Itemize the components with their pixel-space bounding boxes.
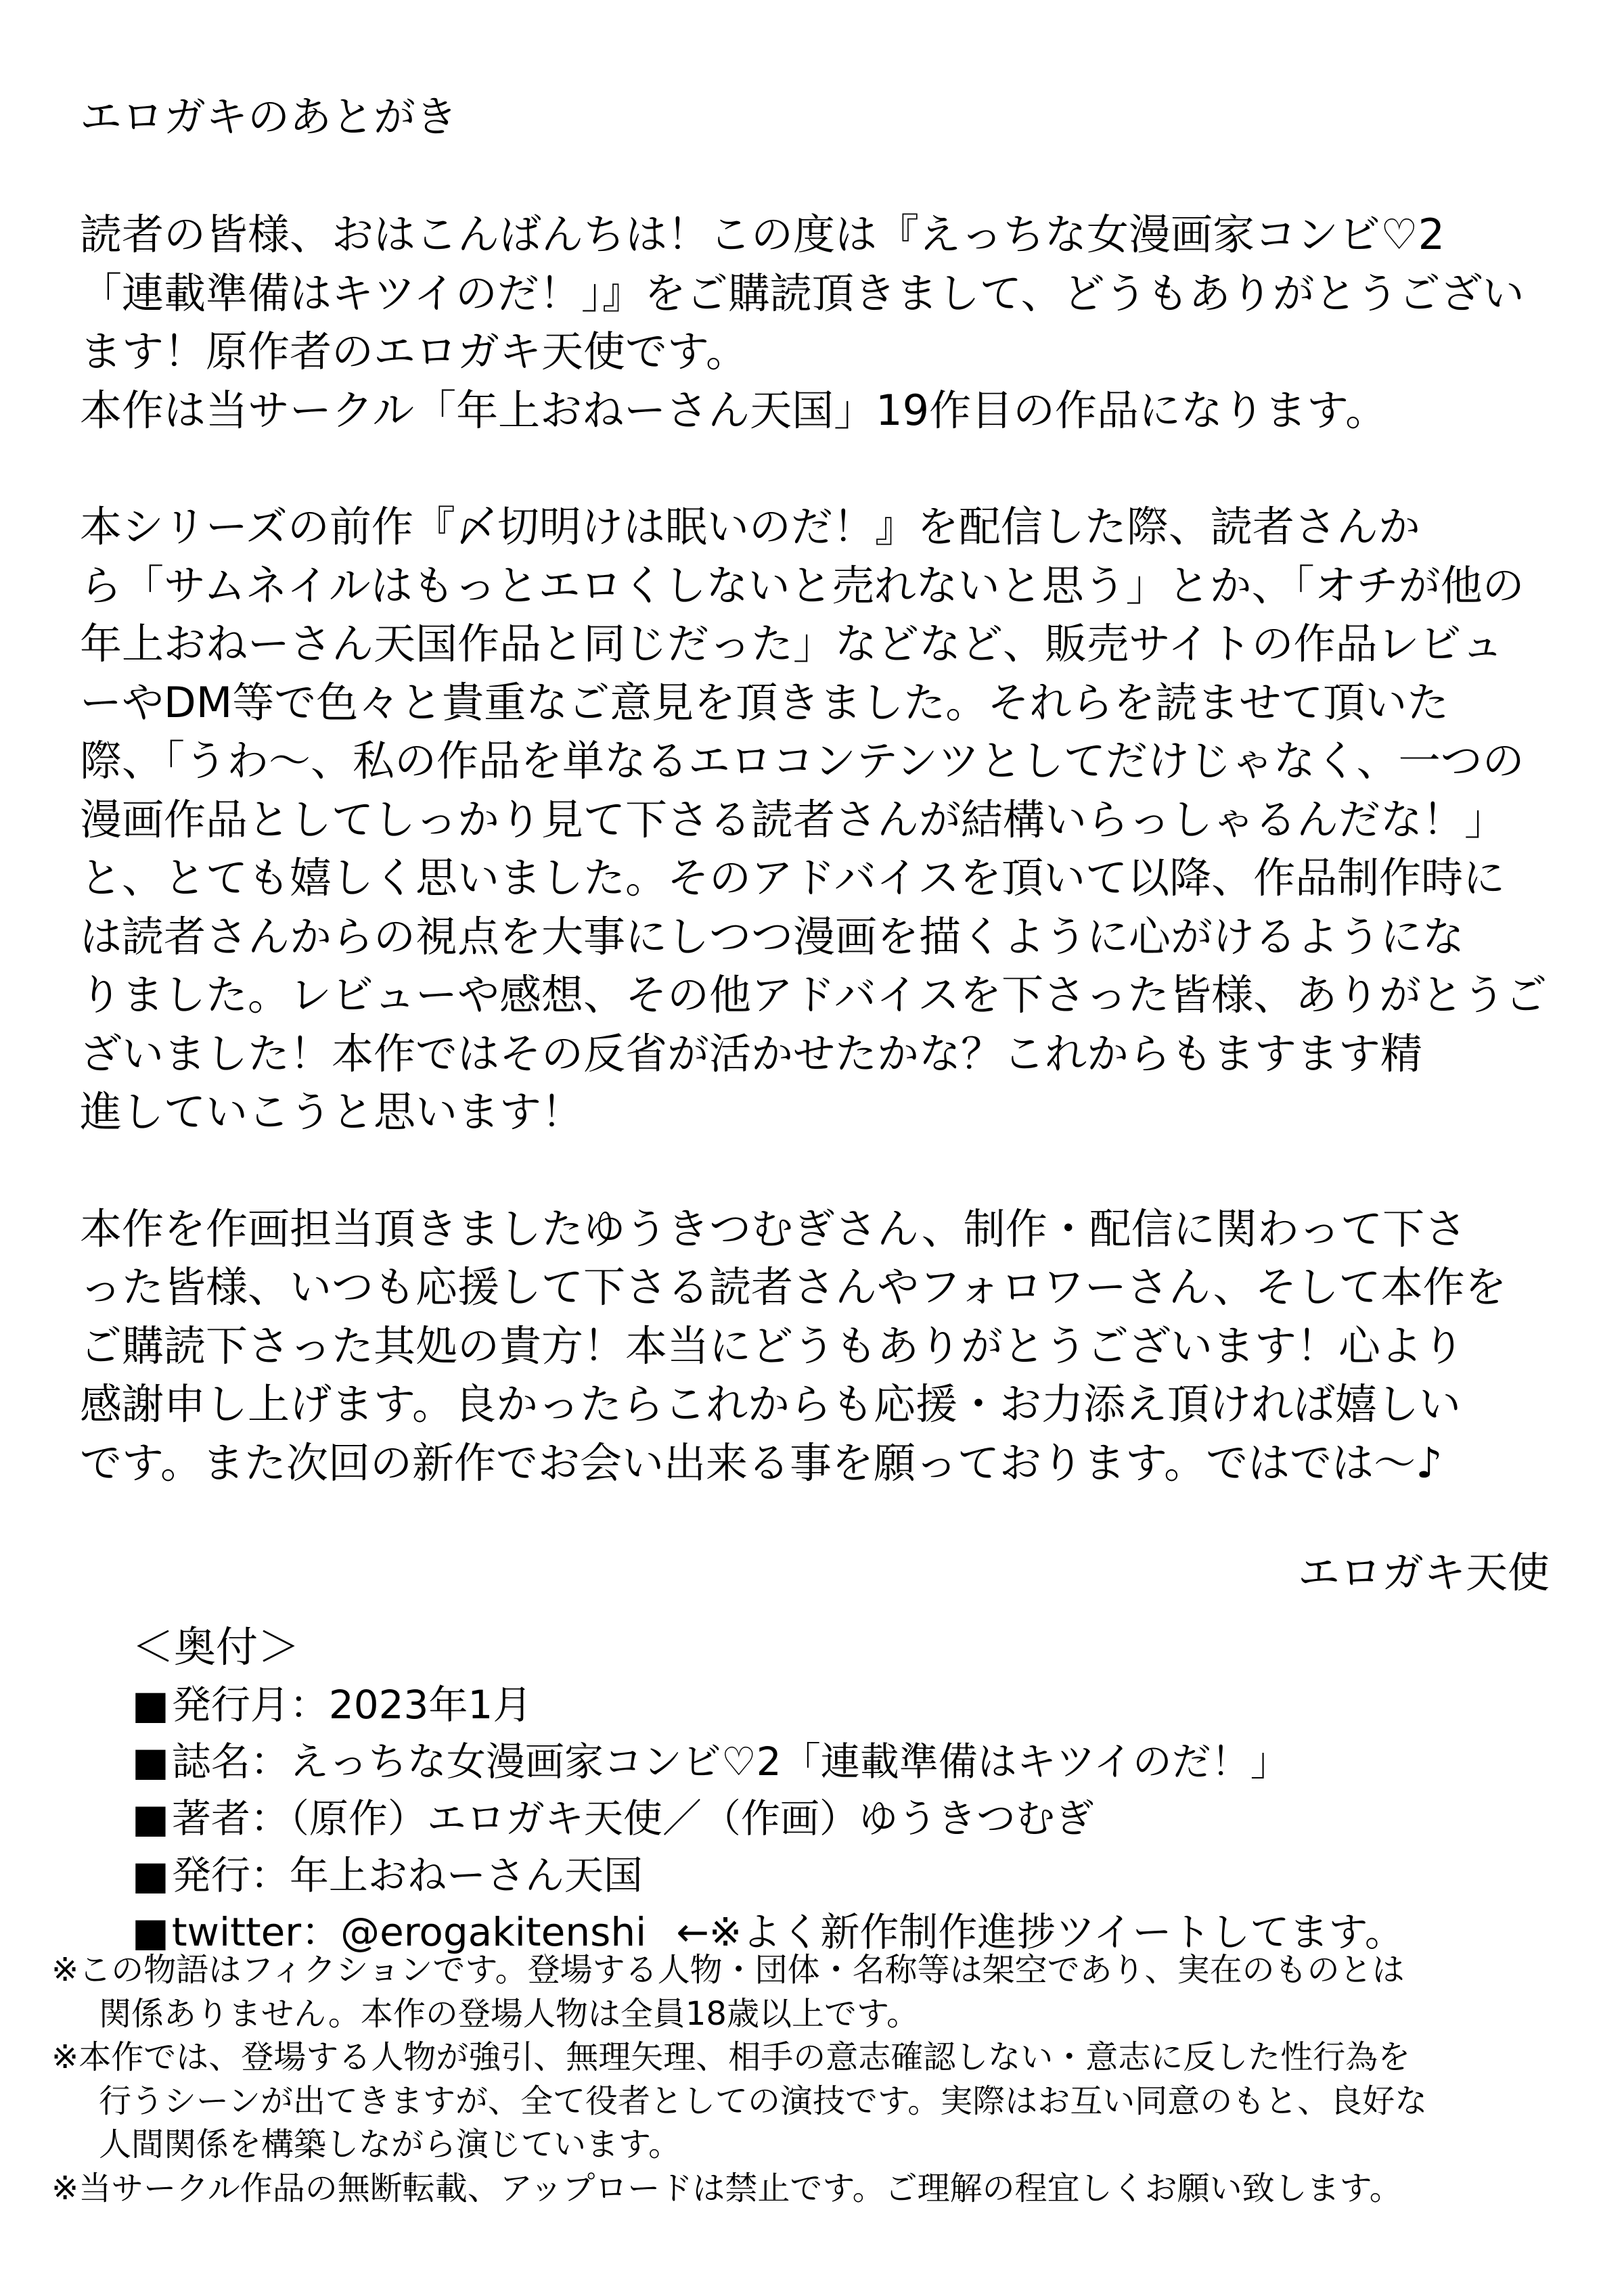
square-bullet-icon: ■ [132,1909,169,1955]
square-bullet-icon: ■ [132,1739,169,1785]
afterword-body [80,87,1555,1492]
paragraph-greeting [80,206,1555,440]
note-line: 行うシーンが出てきますが、全て役者としての演技です。実際はお互い同意のもと、良好な [99,2082,1428,2120]
text-line: 本シリーズの前作『〆切明けは眠いのだ！』を配信した際、読者さんか [80,502,1420,551]
afterword-title: エロガキのあとがき [80,92,458,141]
paragraph-feedback [80,498,1555,1142]
text-line: 読者の皆様、おはこんばんちは！この度は『えっちな女漫画家コンビ♡2 [80,210,1445,259]
twitter-handle: twitter：@erogakitenshi [171,1909,647,1955]
paragraph-thanks [80,1200,1555,1493]
text-line: 感謝申し上げます。良かったらこれからも応援・お力添え頂ければ嬉しい [80,1379,1462,1429]
text-line: 本作を作画担当頂きましたゆうきつむぎさん、制作・配信に関わって下さ [80,1203,1467,1254]
text-line: ご購読下さった其処の貴方！本当にどうもありがとうございます！心より [80,1321,1465,1371]
text-line: 進していこうと思います！ [80,1087,584,1136]
note-line: ※当サークル作品の無断転載、アップロードは禁止です。ご理解の程宜しくお願い致します。 [51,2169,1402,2207]
text-line: 「連載準備はキツイのだ！」』をご購読頂きまして、どうもありがとうござい [80,268,1525,318]
text-line: 際、「うわ～、私の作品を単なるエロコンテンツとしてだけじゃなく、一つの [80,736,1525,785]
colophon-row-text: 発行：年上おねーさん天国 [171,1852,643,1898]
colophon [132,1618,1553,1960]
colophon-row-text: 発行月：2023年1月 [171,1682,533,1728]
author-signature: エロガキ天使 [1297,1548,1550,1597]
text-line: 年上おねーさん天国作品と同じだった」などなど、販売サイトの作品レビュ [80,619,1504,668]
text-line: りました。レビューや感想、その他アドバイスを下さった皆様、ありがとうご [80,970,1548,1019]
text-line: った皆様、いつも応援して下さる読者さんやフォロワーさん、そして本作を [80,1262,1507,1312]
square-bullet-icon: ■ [132,1852,169,1898]
square-bullet-icon: ■ [132,1795,169,1841]
text-line: は読者さんからの視点を大事にしつつ漫画を描くように心がけるようにな [80,911,1465,961]
paragraph-gap [80,440,1555,498]
paragraph-gap [80,147,1555,206]
note-line: 人間関係を構築しながら演じています。 [99,2126,681,2163]
colophon-row-publish-month [132,1676,1553,1733]
text-line: 本作は当サークル「年上おねーさん天国」19作目の作品になります。 [80,385,1388,435]
text-line: ざいました！本作ではその反省が活かせたかな？これからもますます精 [80,1028,1423,1078]
paragraph-gap [80,1142,1555,1200]
disclaimer-notes [51,1948,1594,2210]
colophon-row-publisher [132,1847,1553,1904]
text-line: ーやDM等で色々と貴重なご意見を頂きました。それらを読ませて頂いた [80,677,1449,727]
text-line: ら「サムネイルはもっとエロくしないと売れないと思う」とか、「オチが他の [80,560,1525,610]
note-line: ※本作では、登場する人物が強引、無理矢理、相手の意志確認しない・意志に反した性行為を [51,2038,1411,2076]
note-line: 関係ありません。本作の登場人物は全員18歳以上です。 [99,1994,920,2033]
text-line: ます！原作者のエロガキ天使です。 [80,327,748,376]
note-line: ※この物語はフィクションです。登場する人物・団体・名称等は架空であり、実在のものとは [51,1951,1405,1989]
colophon-row-text: 著者：（原作）エロガキ天使／（作画）ゆうきつむぎ [171,1795,1094,1841]
text-line: と、とても嬉しく思いました。そのアドバイスを頂いて以降、作品制作時に [80,853,1506,902]
colophon-row-text: 誌名：えっちな女漫画家コンビ♡2「連載準備はキツイのだ！」 [171,1739,1290,1785]
twitter-note: ←※よく新作制作進捗ツイートしてます。 [676,1909,1404,1955]
colophon-heading: ＜奥付＞ [132,1622,300,1672]
colophon-row-title [132,1733,1553,1790]
text-line: です。また次回の新作でお会い出来る事を願っております。ではでは～♪ [80,1438,1443,1488]
text-line: 漫画作品としてしっかり見て下さる読者さんが結構いらっしゃるんだな！」 [80,794,1507,844]
square-bullet-icon: ■ [132,1682,169,1728]
colophon-row-authors [132,1790,1553,1847]
